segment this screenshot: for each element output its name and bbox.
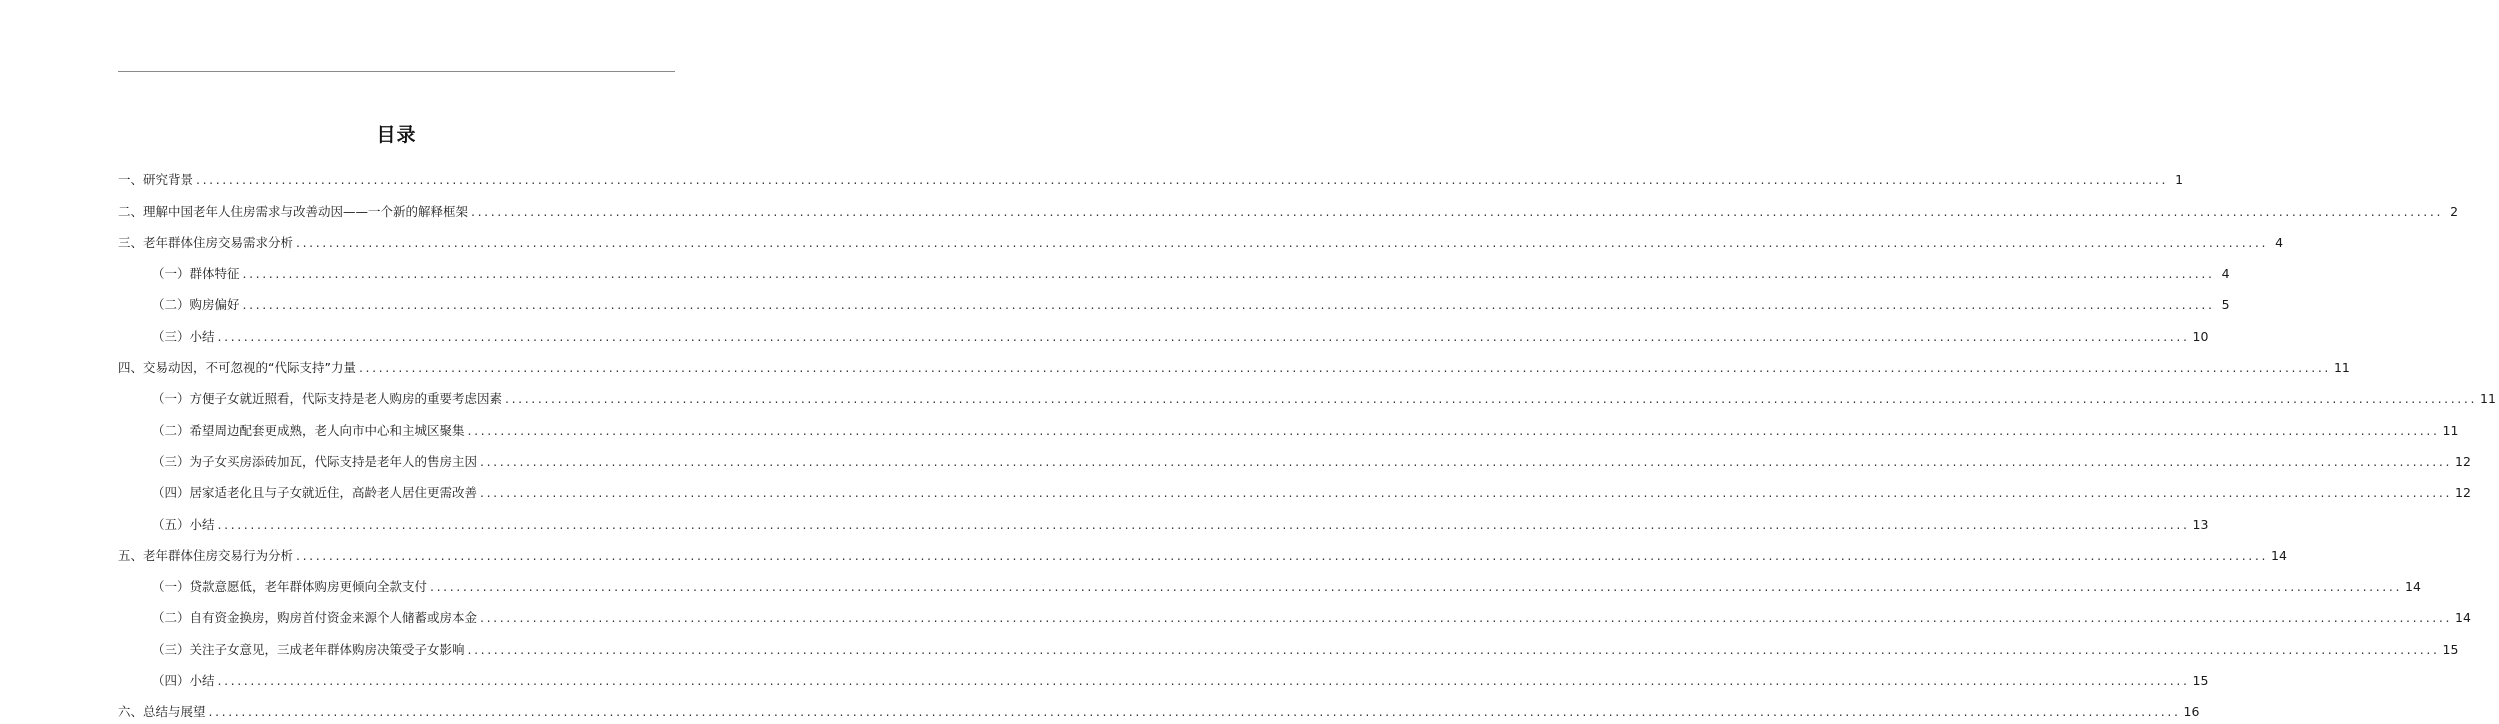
toc-entry-title: 二、理解中国老年人住房需求与改善动因——一个新的解释框架 (118, 203, 469, 219)
toc-entry[interactable] (118, 596, 2471, 627)
toc-entry[interactable] (118, 534, 2287, 565)
toc-page-number: 11 (2480, 391, 2496, 407)
toc-page-number: 13 (2192, 516, 2209, 532)
toc-entry[interactable] (118, 690, 2200, 721)
toc-entry-title: 一、研究背景 (118, 172, 194, 188)
toc-entry[interactable] (118, 502, 2209, 533)
toc-page-number: 4 (2275, 234, 2284, 250)
toc-entry[interactable] (118, 314, 2209, 345)
toc-entry-title: 四、交易动因，不可忽视的“代际支持”力量 (118, 360, 356, 376)
toc-dot-leader: ............................................................................................................................................................................................................................................................................................................ (430, 579, 2403, 595)
toc-dot-leader: ............................................................................................................................................................................................................................................................................................................ (296, 234, 2269, 250)
toc-entry-title: （四）居家适老化且与子女就近住，高龄老人居住更需改善 (152, 485, 478, 501)
toc-entry[interactable] (118, 158, 2184, 189)
header-rule (118, 71, 675, 72)
toc-entry[interactable] (118, 659, 2209, 690)
toc-page-number: 11 (2333, 360, 2350, 376)
toc-page-number: 14 (2271, 547, 2287, 563)
toc-dot-leader: ............................................................................................................................................................................................................................................................................................................ (208, 704, 2181, 720)
toc-dot-leader: ............................................................................................................................................................................................................................................................................................................ (242, 297, 2215, 313)
toc-entry-title: （一）贷款意愿低，老年群体购房更倾向全款支付 (152, 579, 428, 595)
toc-entry[interactable] (118, 565, 2421, 596)
toc-entry-title: （三）小结 (152, 328, 215, 344)
toc-dot-leader: ............................................................................................................................................................................................................................................................................................................ (296, 547, 2269, 563)
toc-entry[interactable] (118, 408, 2459, 439)
toc-page-number: 15 (2192, 673, 2209, 689)
toc-page-number: 15 (2442, 641, 2459, 657)
toc-dot-leader: ............................................................................................................................................................................................................................................................................................................ (480, 485, 2453, 501)
toc-dot-leader: ............................................................................................................................................................................................................................................................................................................ (467, 641, 2440, 657)
toc-dot-leader: ............................................................................................................................................................................................................................................................................................................ (217, 673, 2190, 689)
toc-entry-title: （五）小结 (152, 516, 215, 532)
toc-entry[interactable] (118, 471, 2471, 502)
toc-dot-leader: ............................................................................................................................................................................................................................................................................................................ (196, 172, 2169, 188)
toc-page-number: 2 (2450, 203, 2459, 219)
toc-entry[interactable] (118, 377, 2496, 408)
toc-page-number: 12 (2455, 453, 2471, 469)
toc-entry-title: （一）方便子女就近照看，代际支持是老人购房的重要考虑因素 (152, 391, 503, 407)
toc-entry-title: （二）自有资金换房，购房首付资金来源个人储蓄或房本金 (152, 610, 478, 626)
toc-entry-title: （一）群体特征 (152, 266, 240, 282)
toc-dot-leader: ............................................................................................................................................................................................................................................................................................................ (480, 610, 2453, 626)
toc-entry-title: 五、老年群体住房交易行为分析 (118, 547, 294, 563)
toc-entry[interactable] (118, 221, 2284, 252)
toc-dot-leader: ............................................................................................................................................................................................................................................................................................................ (358, 360, 2331, 376)
toc-dot-leader: ............................................................................................................................................................................................................................................................................................................ (471, 203, 2444, 219)
toc-dot-leader: ............................................................................................................................................................................................................................................................................................................ (505, 391, 2478, 407)
toc-page-number: 1 (2175, 172, 2184, 188)
toc-entry[interactable] (118, 283, 2230, 314)
toc-dot-leader: ............................................................................................................................................................................................................................................................................................................ (467, 422, 2440, 438)
toc-dot-leader: ............................................................................................................................................................................................................................................................................................................ (480, 453, 2453, 469)
toc-entry-title: （四）小结 (152, 673, 215, 689)
toc-page-number: 10 (2192, 328, 2209, 344)
toc-page-number: 12 (2455, 485, 2471, 501)
toc-dot-leader: ............................................................................................................................................................................................................................................................................................................ (217, 516, 2190, 532)
toc-entry-title: （二）购房偏好 (152, 297, 240, 313)
toc-page-number: 14 (2455, 610, 2471, 626)
toc-title: 目录 (376, 124, 417, 146)
toc-dot-leader: ............................................................................................................................................................................................................................................................................................................ (217, 328, 2190, 344)
toc-page-number: 4 (2221, 266, 2230, 282)
toc-entry-title: 三、老年群体住房交易需求分析 (118, 234, 294, 250)
toc-entry-title: （三）关注子女意见，三成老年群体购房决策受子女影响 (152, 641, 465, 657)
toc-page-number: 16 (2183, 704, 2200, 720)
toc-page-number: 11 (2442, 422, 2459, 438)
toc-page-number: 14 (2405, 579, 2421, 595)
toc-entry[interactable] (118, 346, 2350, 377)
toc-entry[interactable] (118, 627, 2459, 658)
toc-page-number: 5 (2221, 297, 2230, 313)
toc-entry-title: （二）希望周边配套更成熟，老人向市中心和主城区聚集 (152, 422, 465, 438)
toc-entry[interactable] (118, 440, 2471, 471)
toc-entry-title: 六、总结与展望 (118, 704, 206, 720)
toc-dot-leader: ............................................................................................................................................................................................................................................................................................................ (242, 266, 2215, 282)
toc-entry[interactable] (118, 252, 2230, 283)
toc-list (118, 158, 2496, 721)
toc-entry-title: （三）为子女买房添砖加瓦，代际支持是老年人的售房主因 (152, 453, 478, 469)
toc-entry[interactable] (118, 189, 2459, 220)
